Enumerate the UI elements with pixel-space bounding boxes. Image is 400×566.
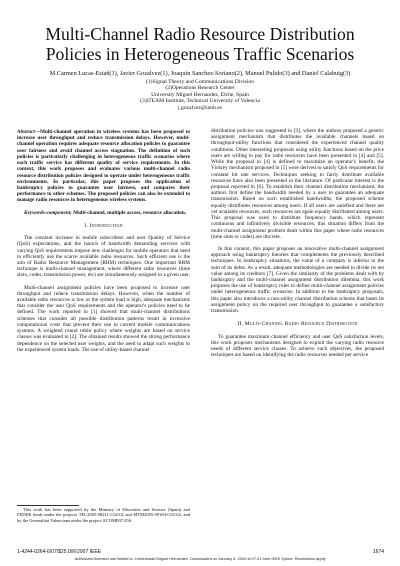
contact-email: j.gozalvez@umh.es — [178, 104, 222, 111]
funding-footnote — [17, 507, 190, 523]
isbn-footer: 1-4244-0264-6/07/$25.00©2007 IEEE — [17, 549, 102, 555]
footnote-text: This work has been supported by the Ministry of Education and Science (Spain) and FEDER funds under the projects TEC2005-08211-C02-02 and MTM2005-09184-C02-02, and by the Generalitat Valenciana under the project ACOMP07/256. — [17, 507, 190, 523]
affiliation-line: (1)Signal Theory and Communications Division — [145, 79, 255, 85]
body-paragraph: In this context, this paper proposes an innovative multi-channel assignment approach using bankruptcy theories that complements the previously described techniques. In bankruptcy situations, the value of a company is inferior to the sum of its debts. As a result, adequate methodologies are needed to divide its net value among its creditors [7]. Given the similarity of the problems dealt with by bankruptcy and the multi-channel assignment distribution dilemma, this work proposes the use of bankruptcy rules to define multi-channel assignment policies under heterogeneous traffic scenarios. In addition to the bankruptcy proposals, this paper also introduces a non-utility channel distribution scheme that bases its assignment policy on the required user throughput to guarantee a satisfactory transmission. — [211, 245, 384, 315]
author-list: M.Carmen Lucas-Estañ(1), Javier Gozalvez(1), Joaquin Sanchez-Soriano(2), Manuel Pulido(3) and Daniel Calabuig(3) — [49, 70, 351, 77]
left-column — [17, 129, 190, 353]
body-paragraph: The constant increase in mobile subscribers and user Quality of Service (QoS) expectations, and the launch of bandwidth demanding services with varying QoS requirements impose new challenges for mobile operators that need to efficiently use the scarce available radio resources. Such efficient use is the aim of Radio Resource Management (RRM) techniques. One important RRM technique is multi-channel management, where different radio resources (time slots, codes, transmission power, etc) are simultaneously assigned to a given user. — [17, 235, 190, 279]
page-number: 1674 — [372, 549, 384, 555]
affiliation-line: (3)iTEAM Institute, Technical University of Valencia — [140, 98, 260, 105]
paper-title: Multi-Channel Radio Resource Distribution Policies in Heterogeneous Traffic Scenarios — [45, 24, 355, 64]
footnote-divider — [17, 505, 79, 506]
right-column — [211, 128, 384, 358]
affiliations — [16, 79, 384, 111]
section-heading-introduction: I. Introduction — [84, 222, 123, 229]
affiliation-line: University Miguel Hernandez, Elche, Spain — [151, 91, 249, 98]
keywords — [17, 210, 190, 216]
body-paragraph: To guarantee maximum channel efficiency and user QoS satisfaction levels, this work proposes mechanisms designed to exploit the varying radio resource needs of different service classes. To achieve such objectives, the proposed techniques are based on identifying the radio resources needed per service — [211, 333, 384, 359]
body-paragraph: Multi-channel assignment policies have been proposed to increase user throughput and reduce transmission delays. However, when the number of available radio resources is low or the system load is high, adequate mechanisms that consider the user QoS requirements and the operator's policies need to be defined. The work reported in [1] showed that multi-channel distributions schemes that consider all possible distribution patterns result in excessive computational costs that prevent their use in current mobile communications systems. A weighted round robin policy where weights are based on service classes was evaluated in [2]. The obtained results showed the strong performance dependence on the selected user weights, and the need to adapt such weights to the experienced system loads. The use of utility-based channel — [17, 284, 190, 353]
abstract-lead: Abstract — [17, 129, 35, 135]
body-paragraph: distribution policies was suggested in [3], where the authors proposed a generic assignment mechanism that distributes the available channels based on throughput-utility functions that considered the experienced channel quality conditions. Other interesting proposals using utility functions based on the price users are willing to pay for radio resources have been presented in [4] and [5]. While the proposal in [4] is defined to maximize an operator's benefit, the Vickrey mechanism proposed in [5] were derived to satisfy QoS requirements for constant bit rate services. Techniques seeking to fairly distribute available resources have also been presented in the literature. Of particular interest is the proposal reported in [6]. To establish their channel distribution mechanism, the authors first define the bandwidth needed by a user to guarantee an adequate transmission. Based on such established bandwidths, the proposed scheme equally distributes resources among users. If all users are satisfied and there are yet available resources, such resources are again equally distributed among users. This proposal was used to distribute frequency bands, which represent continuous and infinitively divisible resources; this situation differs from the multi-channel assignment problem dealt within this paper where radio resources (time slots or codes) are discrete. — [211, 128, 384, 240]
keywords-lead: Keywords-component; — [24, 209, 72, 216]
abstract-text: —Multi-channel operation in wireless systems has been proposed to increase user throughput and reduce transmission delays. However, multi-channel operation requires adequate resource allocation policies to guarantee user fairness and avoid channel access stagnation. The definition of such policies is particularly challenging in heterogeneous traffic scenarios where each traffic service has different quality of service requirements. In this context, this work proposes and evaluates various multi-channel radio resource distribution policies designed to operate under heterogeneous traffic environments. In particular, this paper proposes the application of bankruptcy policies to guarantee user fairness, and compares their performance to other schemes. The proposed policies can also be extended to manage radio resources in heterogeneous wireless systems. — [17, 129, 190, 204]
abstract — [17, 129, 190, 204]
affiliation-line: (2)Operations Research Center — [165, 85, 235, 92]
license-notice: Authorized licensed use limited to: Universidad Miguel Hernandez. Downloaded on January 8, 2009 at 07:21 from IEEE Xplore. Restrictions apply. — [74, 556, 327, 561]
keywords-text: Multi-channel, multiple access, resource allocation. — [71, 209, 187, 216]
section-heading-multichannel: II. Multi-Channel Radio Resource Distribution — [237, 321, 358, 328]
